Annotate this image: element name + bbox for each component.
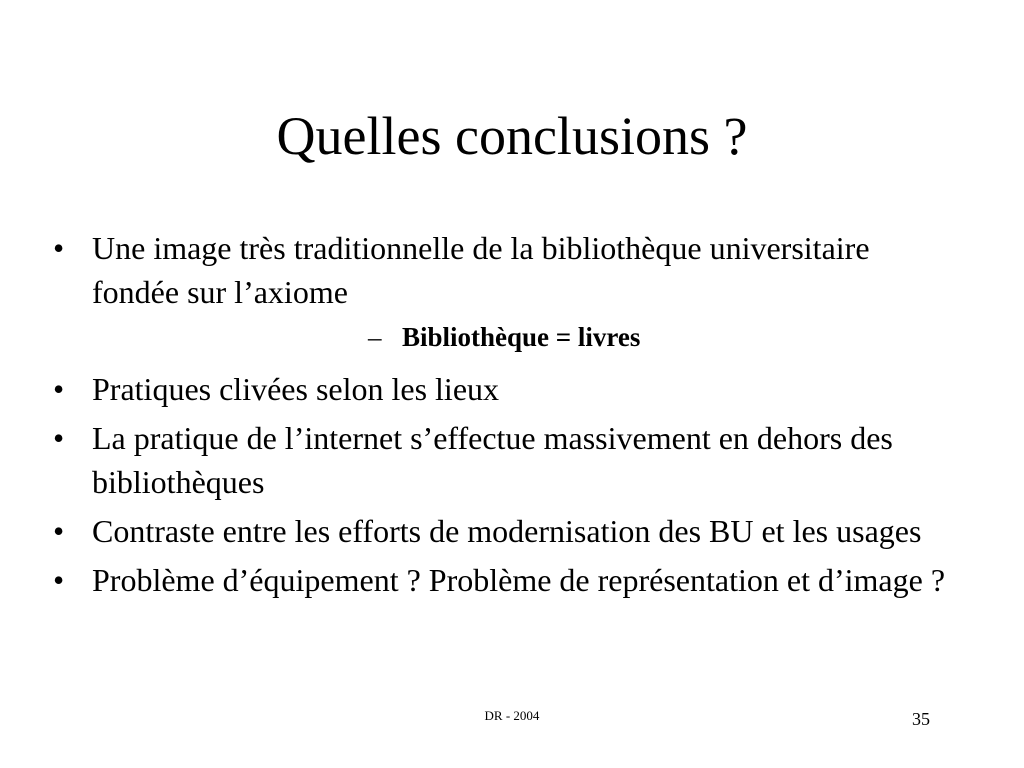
bullet-item (0, 367, 1024, 411)
bullet-marker: • (53, 562, 65, 598)
bullet-text: La pratique de l’internet s’effectue massivement en dehors des bibliothèques (92, 420, 893, 500)
slide-footer: DR - 2004 (484, 708, 540, 723)
bullet-text: Problème d’équipement ? Problème de représentation et d’image ? (92, 562, 946, 598)
bullet-text: Pratiques clivées selon les lieux (92, 371, 500, 407)
bullet-list (0, 226, 1024, 602)
bullet-item (0, 558, 1024, 602)
bullet-item (0, 509, 1024, 553)
bullet-item (0, 416, 1024, 504)
slide-title: Quelles conclusions ? (276, 106, 748, 166)
bullet-marker: • (53, 371, 65, 407)
bullet-marker: • (53, 513, 65, 549)
page-number: 35 (912, 709, 930, 729)
bullet-marker: • (53, 230, 65, 266)
bullet-item (0, 226, 1024, 314)
sub-bullet-text: Bibliothèque = livres (402, 322, 641, 352)
bullet-text: Contraste entre les efforts de modernisation des BU et les usages (92, 513, 922, 549)
sub-bullet-item (0, 319, 1024, 355)
bullet-text: Une image très traditionnelle de la bibliothèque universitaire fondée sur l’axiome (92, 230, 870, 310)
bullet-marker: • (53, 420, 65, 456)
slide-body (0, 226, 1024, 607)
sub-bullet-marker: – (368, 322, 382, 352)
